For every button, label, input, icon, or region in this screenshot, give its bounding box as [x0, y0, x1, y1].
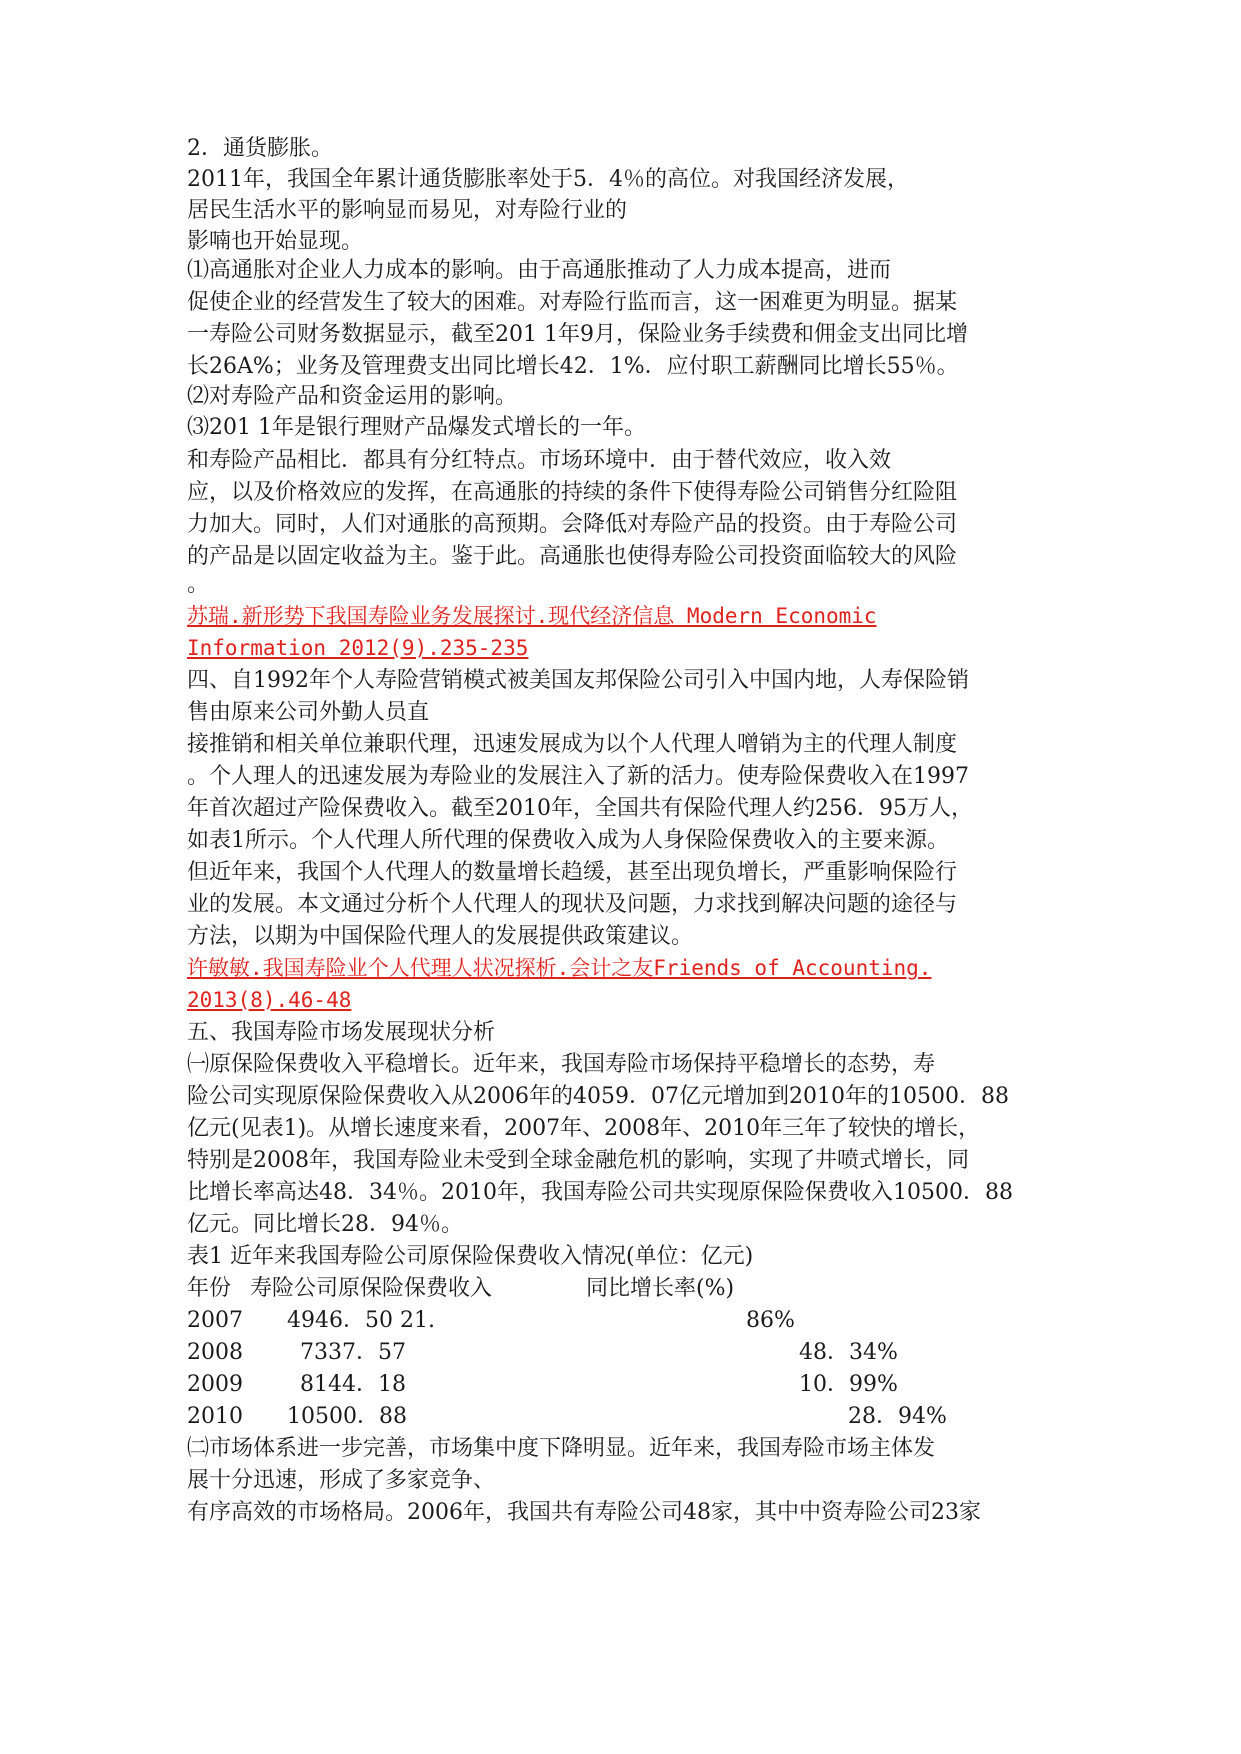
- paragraph-line: ㈡市场体系进一步完善，市场集中度下降明显。近年来，我国寿险市场主体发: [187, 1436, 936, 1461]
- citation-link[interactable]: 2013(8).46-48: [187, 988, 352, 1012]
- paragraph-line: 年首次超过产险保费收入。截至2010年，全国共有保险代理人约256．95万人，: [187, 796, 973, 821]
- table-cell-year: 2008: [187, 1340, 243, 1365]
- paragraph-line: 居民生活水平的影响显而易见，对寿险行业的: [187, 198, 628, 223]
- table-header-income: 寿险公司原保险保费收入: [250, 1276, 493, 1301]
- paragraph-line: 险公司实现原保险保费收入从2006年的4059．07亿元增加到2010年的10500．88: [187, 1084, 1009, 1109]
- paragraph-line: ⑴高通胀对企业人力成本的影响。由于高通胀推动了人力成本提高，进而: [187, 258, 892, 283]
- table-cell-income: 7337．57: [300, 1340, 406, 1365]
- paragraph-line: 如表1所示。个人代理人所代理的保费收入成为人身保险保费收入的主要来源。: [187, 828, 949, 853]
- citation-link[interactable]: Information 2012(9).235-235: [187, 636, 529, 660]
- paragraph-line: 接推销和相关单位兼职代理，迅速发展成为以个人代理人噌销为主的代理人制度: [187, 732, 958, 757]
- table-cell-year: 2007: [187, 1308, 243, 1333]
- table-cell-year: 2009: [187, 1372, 243, 1397]
- paragraph-line: 。: [187, 572, 210, 597]
- paragraph-line: 特别是2008年，我国寿险业未受到全球金融危机的影响，实现了井喷式增长，同: [187, 1148, 969, 1173]
- paragraph-line: 的产品是以固定收益为主。鉴于此。高通胀也使得寿险公司投资面临较大的风险: [187, 544, 958, 569]
- table-cell-income: 8144．18: [300, 1372, 406, 1397]
- citation-link[interactable]: 苏瑞.新形势下我国寿险业务发展探讨.现代经济信息 Modern Economic: [187, 604, 877, 628]
- paragraph-line: 影喃也开始显现。: [187, 229, 364, 254]
- paragraph-line: 但近年来，我国个人代理人的数量增长趋缓，甚至出现负增长，严重影响保险行: [187, 860, 958, 885]
- paragraph-line: 力加大。同时，人们对通胀的高预期。会降低对寿险产品的投资。由于寿险公司: [187, 512, 958, 537]
- section-heading: 五、我国寿险市场发展现状分析: [187, 1020, 496, 1045]
- table-cell-year: 2010: [187, 1404, 243, 1429]
- paragraph-line: 2011年，我国全年累计通货膨胀率处于5．4％的高位。对我国经济发展，: [187, 167, 909, 192]
- paragraph-line: ㈠原保险保费收入平稳增长。近年来，我国寿险市场保持平稳增长的态势，寿: [187, 1052, 936, 1077]
- table-cell-growth: 10．99%: [799, 1372, 898, 1397]
- table-title: 表1 近年来我国寿险公司原保险保费收入情况(单位：亿元): [187, 1244, 754, 1269]
- paragraph-line: 亿元(见表1)。从增长速度来看，2007年、2008年、2010年三年了较快的增长，: [187, 1116, 981, 1141]
- paragraph-line: 长26A%；业务及管理费支出同比增长42．1%．应付职工薪酬同比增长55％。: [187, 354, 959, 379]
- paragraph-line: 。个人理人的迅速发展为寿险业的发展注入了新的活力。使寿险保费收入在1997: [187, 764, 969, 789]
- table-cell-income: 4946．50 21.: [287, 1308, 435, 1333]
- paragraph-line: 一寿险公司财务数据显示，截至201 1年9月，保险业务手续费和佣金支出同比增: [187, 322, 968, 347]
- paragraph-line: 和寿险产品相比．都具有分红特点。市场环境中．由于替代效应，收入效: [187, 448, 892, 473]
- paragraph-line: 展十分迅速，形成了多家竞争、: [187, 1468, 496, 1493]
- paragraph-line: 比增长率高达48．34％。2010年，我国寿险公司共实现原保险保费收入10500．88: [187, 1180, 1013, 1205]
- paragraph-line: ⑶201 1年是银行理财产品爆发式增长的一年。: [187, 415, 646, 440]
- table-cell-income: 10500．88: [287, 1404, 407, 1429]
- paragraph-line: 有序高效的市场格局。2006年，我国共有寿险公司48家，其中中资寿险公司23家: [187, 1500, 981, 1525]
- table-header-year: 年份: [187, 1276, 232, 1301]
- table-cell-growth: 28．94%: [848, 1404, 947, 1429]
- paragraph-line: 促使企业的经营发生了较大的困难。对寿险行监而言，这一困难更为明显。据某: [187, 290, 958, 315]
- paragraph-line: 售由原来公司外勤人员直: [187, 700, 430, 725]
- paragraph-line: 亿元。同比增长28．94％。: [187, 1212, 463, 1237]
- paragraph-line: 四、自1992年个人寿险营销模式被美国友邦保险公司引入中国内地，人寿保险销: [187, 668, 969, 693]
- table-cell-growth: 48．34%: [799, 1340, 898, 1365]
- table-cell-growth: 86%: [746, 1308, 795, 1333]
- paragraph-line: 方法，以期为中国保险代理人的发展提供政策建议。: [187, 924, 694, 949]
- paragraph-line: 应，以及价格效应的发挥，在高通胀的持续的条件下使得寿险公司销售分红险阻: [187, 480, 958, 505]
- citation-link[interactable]: 许敏敏.我国寿险业个人代理人状况探析.会计之友Friends of Accounting.: [187, 956, 932, 980]
- paragraph-line: 业的发展。本文通过分析个人代理人的现状及问题，力求找到解决问题的途径与: [187, 892, 958, 917]
- table-header-growth: 同比增长率(%): [586, 1276, 735, 1301]
- heading-inflation: 2．通货膨胀。: [187, 136, 333, 161]
- paragraph-line: ⑵对寿险产品和资金运用的影响。: [187, 384, 518, 409]
